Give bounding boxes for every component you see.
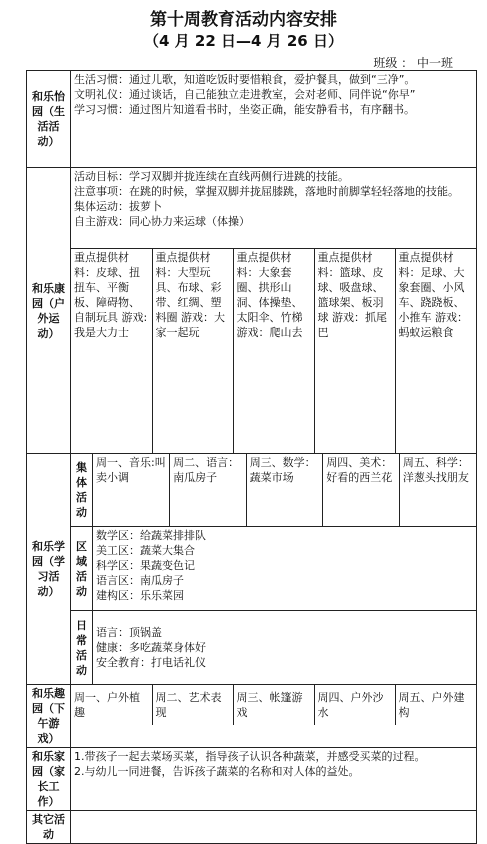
group-content (93, 454, 477, 527)
group-day-3: 周三、数学：蔬菜市场 (246, 454, 323, 526)
class-label: 班级 ： 中一班 (373, 56, 453, 70)
daily-line: 安全教育：打电话礼仪 (96, 656, 206, 669)
afternoon-day-3: 周三、帐篷游戏 (233, 685, 314, 725)
row-afternoon (27, 685, 477, 748)
outdoor-line: 自主游戏：同心协力来运球（体操） (74, 215, 250, 228)
afternoon-content (71, 685, 477, 748)
outdoor-line: 注意事项：在跳的时候，掌握双脚并拢屈膝跳，落地时前脚掌轻轻落地的技能。 (74, 185, 459, 198)
group-days-table (93, 454, 476, 526)
outdoor-line: 集体运动：拔萝卜 (74, 200, 162, 213)
daily-line: 语言：顶锅盖 (96, 626, 162, 639)
afternoon-day-2: 周二、艺术表现 (152, 685, 233, 725)
sub-label-daily: 日常活动 (71, 611, 93, 685)
row-study-daily (27, 611, 477, 685)
parents-content (71, 748, 477, 811)
section-label-life: 和乐怡园（生活活动） (27, 71, 71, 168)
outdoor-day-1: 重点提供材料：皮球、扭扭车、平衡板、障碍物、自制玩具 游戏:我是大力士 (71, 249, 152, 454)
section-label-study: 和乐学园（学习活动） (27, 454, 71, 685)
parents-line: 1.带孩子一起去菜场买菜，指导孩子认识各种蔬菜，并感受买菜的过程。 (74, 750, 426, 763)
section-label-afternoon: 和乐趣园（下午游戏） (27, 685, 71, 748)
section-label-other: 其它活动 (27, 811, 71, 844)
afternoon-day-5: 周五、户外建构 (395, 685, 476, 725)
group-day-5: 周五、科学：洋葱头找朋友 (399, 454, 476, 526)
group-day-2: 周二、语言：南瓜房子 (170, 454, 247, 526)
other-content (71, 811, 477, 844)
sub-label-area: 区域活动 (71, 527, 93, 611)
area-line: 语言区：南瓜房子 (96, 574, 184, 587)
area-content (93, 527, 477, 611)
row-other (27, 811, 477, 844)
life-line: 学习习惯：通过图片知道看书时，坐姿正确，能安静看书，有序翻书。 (74, 103, 415, 116)
area-line: 科学区：果蔬变色记 (96, 559, 195, 572)
row-study-group (27, 454, 477, 527)
row-parents (27, 748, 477, 811)
life-line: 文明礼仪：通过谈话，自己能独立走进教室，会对老师、同伴说“你早” (74, 88, 416, 101)
outdoor-day-5: 重点提供材料：足球、大象套圈、小风车、跷跷板、小推车 游戏：蚂蚁运粮食 (395, 249, 476, 454)
area-line: 美工区：蔬菜大集合 (96, 544, 195, 557)
daily-line: 健康：多吃蔬菜身体好 (96, 641, 206, 654)
afternoon-days-table (71, 685, 476, 725)
area-line: 数学区：给蔬菜排排队 (96, 529, 206, 542)
group-day-4: 周四、美术：好看的西兰花 (323, 454, 400, 526)
life-content (71, 71, 477, 168)
row-study-area (27, 527, 477, 611)
group-day-1: 周一、音乐:叫卖小调 (93, 454, 170, 526)
outdoor-day-4: 重点提供材料：篮球、皮球、吸盘球、篮球架、板羽球 游戏：抓尾巴 (314, 249, 395, 454)
section-label-outdoor: 和乐康园（户外运动） (27, 168, 71, 454)
page-title: 第十周教育活动内容安排 (150, 10, 337, 30)
outdoor-content (71, 168, 477, 454)
parents-line: 2.与幼儿一同进餐，告诉孩子蔬菜的名称和对人体的益处。 (74, 765, 360, 778)
row-life (27, 71, 477, 168)
row-outdoor (27, 168, 477, 454)
section-label-parents: 和乐家园（家长工作） (27, 748, 71, 811)
daily-content (93, 611, 477, 685)
date-range: （4 月 22 日—4 月 26 日） (144, 32, 343, 50)
outdoor-line: 活动目标：学习双脚并拢连续在直线两侧行进跳的技能。 (74, 170, 349, 183)
area-line: 建构区：乐乐菜园 (96, 589, 184, 602)
sub-label-group: 集体活动 (71, 454, 93, 527)
life-line: 生活习惯：通过儿歌，知道吃饭时要惜粮食，爱护餐具，做到“三净”。 (74, 73, 416, 86)
outdoor-day-2: 重点提供材料：大型玩具、布球、彩带、红绸、塑料圈 游戏：大家一起玩 (152, 249, 233, 454)
afternoon-day-1: 周一、户外植趣 (71, 685, 152, 725)
outdoor-days-table (71, 248, 476, 453)
schedule-table (26, 70, 477, 844)
afternoon-day-4: 周四、户外沙水 (314, 685, 395, 725)
outdoor-day-3: 重点提供材料：大象套圈、拱形山洞、体操垫、太阳伞、竹梯 游戏：爬山去 (233, 249, 314, 454)
